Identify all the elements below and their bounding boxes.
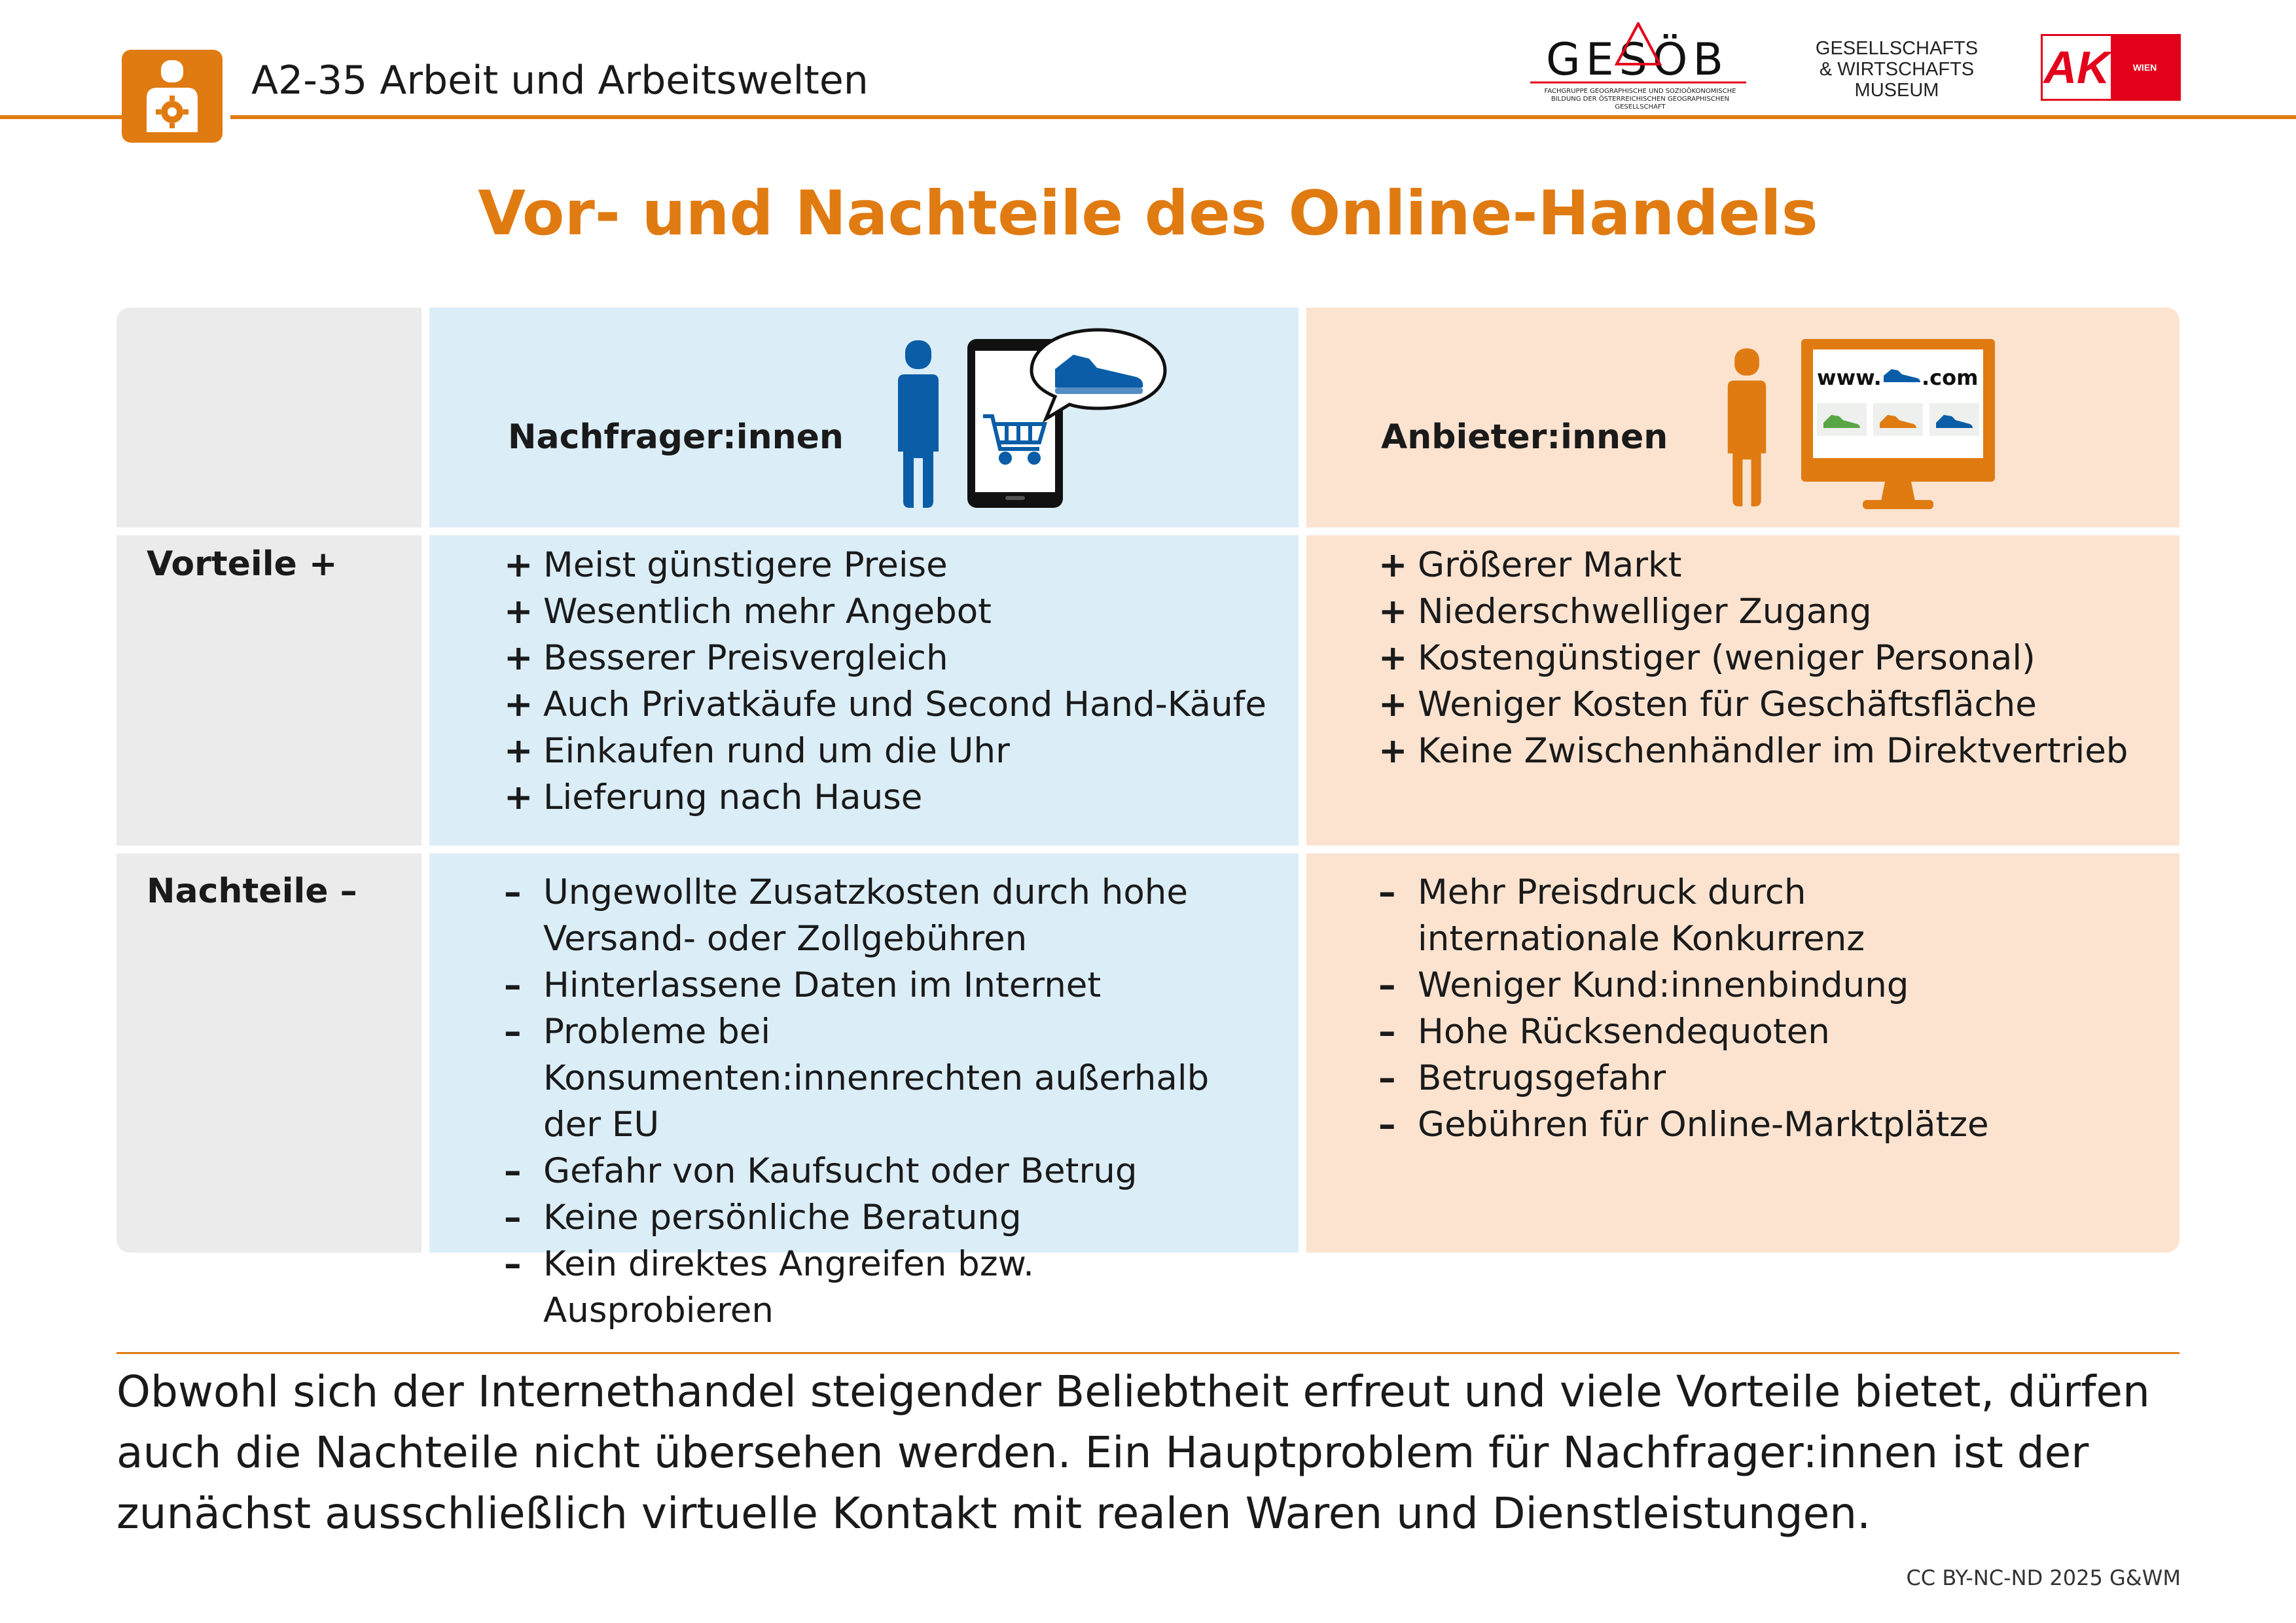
minus-icon: –: [504, 1012, 522, 1052]
list-item: [504, 774, 1266, 821]
supply-cons-cell: [1306, 853, 2179, 1253]
list-item: [1378, 869, 2059, 962]
list-item-text: Weniger Kosten für Geschäftsfläche: [1418, 685, 2037, 724]
list-item: [1378, 588, 2128, 635]
list-item-text: Niederschwelliger Zugang: [1418, 592, 1872, 632]
plus-icon: +: [504, 592, 533, 632]
museum-logo-line: & WIRTSCHAFTS: [1819, 59, 1975, 80]
list-item: [1378, 1008, 2059, 1055]
monitor-icon: [1800, 338, 1996, 513]
list-item: [504, 588, 1266, 635]
list-item-text: Keine persönliche Beratung: [543, 1198, 1022, 1238]
row-header-cell-cons: [117, 853, 422, 1253]
list-item-text: Gefahr von Kaufsucht oder Betrug: [543, 1151, 1138, 1191]
list-item: [504, 962, 1257, 1008]
list-item-text: Kein direktes Angreifen bzw. Ausprobieren: [543, 1244, 1034, 1330]
screen-url-prefix: www.: [1817, 365, 1882, 390]
header-rule-left: [0, 115, 122, 119]
ak-logo: [2041, 34, 2181, 101]
list-item-text: Gebühren für Online-Marktplätze: [1418, 1105, 1989, 1145]
plus-icon: +: [1378, 545, 1408, 585]
plus-icon: +: [504, 777, 533, 817]
list-item: [504, 681, 1266, 728]
list-item-text: Ungewollte Zusatzkosten durch hohe Versand- oder Zollgebühren: [543, 872, 1189, 959]
list-item: [504, 635, 1266, 681]
list-item: [1378, 728, 2128, 774]
plus-icon: +: [504, 545, 533, 585]
demand-cons-list: [504, 869, 1257, 1334]
plus-icon: +: [504, 731, 533, 771]
row-header-pros: Vorteile +: [147, 544, 338, 584]
row-header-cons: Nachteile –: [147, 872, 357, 911]
list-item-text: Hohe Rücksendequoten: [1418, 1012, 1830, 1052]
list-item: [504, 1008, 1257, 1148]
header-rule: [230, 115, 2296, 119]
demand-cons-cell: [429, 853, 1299, 1330]
minus-icon: –: [1378, 872, 1396, 912]
list-item: [504, 869, 1257, 962]
gesoeb-logo-subtitle: FACHGRUPPE GEOGRAPHISCHE UND SOZIOÖKONOMISCHE BILDUNG DER ÖSTERREICHISCHEN GEOGRAPHISCHEN GESELLSCHAFT: [1544, 88, 1736, 111]
sneaker-icon: [1026, 326, 1170, 424]
list-item: [504, 542, 1266, 588]
summary-rule: [117, 1352, 2179, 1354]
list-item-text: Hinterlassene Daten im Internet: [543, 965, 1102, 1005]
list-item: [504, 728, 1266, 774]
gesoeb-logo: [1530, 22, 1746, 111]
list-item-text: Weniger Kund:innenbindung: [1418, 965, 1909, 1005]
demand-pros-cell: [429, 535, 1299, 846]
list-item-text: Meist günstigere Preise: [543, 545, 948, 585]
museum-logo-line: GESELLSCHAFTS: [1815, 38, 1979, 59]
license-credit: CC BY-NC-ND 2025 G&WM: [1906, 1565, 2181, 1590]
list-item-text: Besserer Preisvergleich: [543, 638, 948, 678]
column-header-supply: Anbieter:innen: [1381, 418, 1668, 457]
plus-icon: +: [504, 685, 533, 724]
list-item-text: Mehr Preisdruck durch internationale Konkurrenz: [1418, 872, 1865, 959]
list-item: [1378, 542, 2128, 588]
list-item: [1378, 1101, 2059, 1148]
screen-url-suffix: .com: [1922, 365, 1979, 390]
ak-logo-text: AK: [2043, 36, 2111, 99]
column-header-demand: Nachfrager:innen: [508, 418, 844, 457]
list-item-text: Probleme bei Konsumenten:innenrechten außerhalb der EU: [543, 1012, 1210, 1145]
minus-icon: –: [504, 872, 522, 912]
page-title: Vor- und Nachteile des Online-Handels: [478, 178, 1818, 249]
person-icon: [895, 340, 941, 510]
ak-logo-city: WIEN: [2111, 36, 2179, 99]
list-item-text: Lieferung nach Hause: [543, 777, 923, 817]
list-item-text: Keine Zwischenhändler im Direktvertrieb: [1418, 731, 2128, 771]
supply-pros-list: [1378, 542, 2128, 774]
minus-icon: –: [1378, 1058, 1396, 1098]
minus-icon: –: [1378, 965, 1396, 1005]
plus-icon: +: [1378, 731, 1408, 771]
supply-header-cell: [1306, 308, 2179, 527]
plus-icon: +: [504, 638, 533, 678]
minus-icon: –: [1378, 1012, 1396, 1052]
plus-icon: +: [1378, 592, 1408, 632]
header-code: A2-35 Arbeit und Arbeitswelten: [251, 58, 869, 103]
gesoeb-logo-text: GESÖB: [1546, 34, 1729, 86]
museum-logo: [1792, 38, 2001, 101]
plus-icon: +: [1378, 638, 1408, 678]
minus-icon: –: [504, 1151, 522, 1191]
list-item-text: Auch Privatkäufe und Second Hand-Käufe: [543, 685, 1266, 724]
minus-icon: –: [1378, 1105, 1396, 1145]
list-item: [1378, 635, 2128, 681]
list-item: [504, 1194, 1257, 1241]
row-header-cell-pros: [117, 535, 422, 846]
museum-logo-line: MUSEUM: [1854, 80, 1939, 101]
list-item-text: Einkaufen rund um die Uhr: [543, 731, 1010, 771]
person-gear-icon: [122, 50, 223, 143]
plus-icon: +: [1378, 685, 1408, 724]
list-item: [1378, 681, 2128, 728]
person-icon: [1725, 344, 1768, 513]
supply-pros-cell: [1306, 535, 2179, 846]
list-item-text: Größerer Markt: [1418, 545, 1682, 585]
list-item-text: Betrugsgefahr: [1418, 1058, 1666, 1098]
minus-icon: –: [504, 1198, 522, 1238]
summary-text: Obwohl sich der Internethandel steigender Beliebtheit erfreut und viele Vorteile bietet, dürfen auch die Nachteile nicht übersehen werden. Ein Hauptproblem für Nachfrager:innen ist der zunächst ausschließlich virtuelle Kontakt mit realen Waren und Dienstleistungen.: [117, 1366, 2150, 1539]
list-item-text: Wesentlich mehr Angebot: [543, 592, 992, 632]
list-item: [1378, 1055, 2059, 1101]
table-corner-cell: [117, 308, 422, 527]
demand-header-cell: [429, 308, 1299, 527]
list-item-text: Kostengünstiger (weniger Personal): [1418, 638, 2036, 678]
list-item: [1378, 962, 2059, 1008]
supply-cons-list: [1378, 869, 2059, 1148]
minus-icon: –: [504, 1244, 522, 1284]
minus-icon: –: [504, 965, 522, 1005]
list-item: [504, 1148, 1257, 1194]
demand-pros-list: [504, 542, 1266, 821]
list-item: [504, 1241, 1257, 1334]
